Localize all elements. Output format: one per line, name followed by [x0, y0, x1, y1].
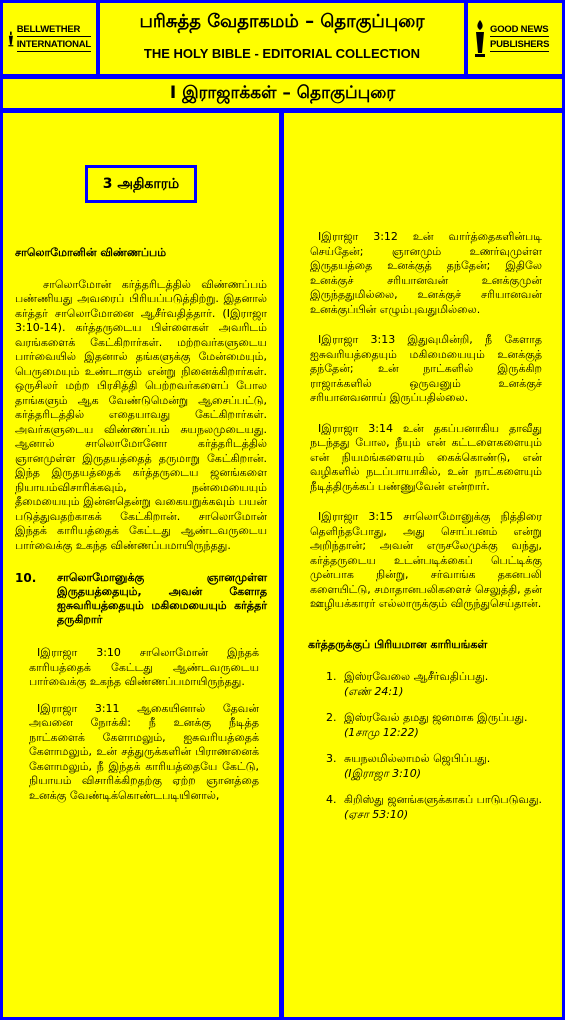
tamil-title: பரிசுத்த வேதாகமம் – தொகுப்புரை [139, 11, 425, 32]
verse: Iஇராஜா 3:15 சாலொமோனுக்கு நித்திரை தெளிந்தபோது, அது சொப்பனம் என்று அறிந்தான்; அவன் எருசலேமுக்கு வந்து, கர்த்தருடைய உடன்படிக்கைப் பெட்டிக்கு முன்பாக நின்று, சர்வாங்க தகனபலி களையிட்டு, சமாதானபலிகளைச் செலுத்தி, தன் ஊழியக்காரர் எல்லாருக்கும் விருந்துசெய்தான். [310, 510, 542, 610]
list-item: 1. இஸ்ரவேலை ஆசீர்வதிப்பது. (எண் 24:1) [340, 670, 542, 699]
section-heading: கர்த்தருக்குப் பிரியமான காரியங்கள் [308, 637, 488, 651]
point-number: 10. [15, 571, 37, 585]
right-logo-line2: PUBLISHERS [490, 38, 550, 50]
good-news-logo [468, 3, 562, 74]
right-logo-line1: GOOD NEWS [490, 23, 549, 35]
point-text: சாலொமோனுக்கு ஞானமுள்ள இருதயத்தையும், அவன் கேளாத ஐசுவரியத்தையும் மகிமையையும் கர்த்தர் தருகிறார் [57, 571, 267, 626]
left-column [3, 113, 279, 1017]
pleasing-things-list [296, 670, 542, 822]
list-item: 3. சுயநலமில்லாமல் ஜெபிப்பது. (Iஇராஜா 3:10) [340, 752, 542, 781]
english-title: THE HOLY BIBLE - EDITORIAL COLLECTION [143, 46, 421, 61]
verse: Iஇராஜா 3:12 உன் வார்த்தைகளின்படி செய்தேன்; ஞானமும் உணர்வுமுள்ள இருதயத்தை உனக்குத் தந்தேன்; இதிலே உனக்குச் சரியானவன் உனக்குமுன் இருந்ததுமில்லை, உனக்குச் சரியானவன் உனக்குப்பின் எழும்புவதுமில்லை. [310, 230, 542, 316]
left-logo-line1: BELLWETHER [17, 24, 91, 37]
lamp-icon [8, 19, 14, 59]
right-column [284, 113, 562, 1017]
book-title-bar [3, 79, 562, 108]
left-logo-line2: INTERNATIONAL [16, 38, 91, 50]
chapter-label: 3 அதிகாரம் [85, 165, 197, 203]
verse: Iஇராஜா 3:10 சாலொமோன் இந்தக் காரியத்தைக் கேட்டது ஆண்டவருடைய பார்வைக்கு உகந்த விண்ணப்பமாயிருந்தது. [29, 646, 259, 688]
commentary-paragraph: சாலொமோன் கர்த்தரிடத்தில் விண்ணப்பம் பண்ணியது அவரைப் பிரியப்படுத்திற்று. இதனால் கர்த்தர் சாலொமோனை ஆசீர்வதித்தார். (Iஇராஜா 3:10-14). கர்த்தருடைய பிள்ளைகள் அவரிடம் வரங்களைக் கேட்கிறார்கள். மற்றவர்களுடைய பார்வையில் இதனால் தங்களுக்கு மேன்மையும், பெருமையும் உண்டாகும் என்று நினைக்கிறார்கள். ஒருசிலர் மற்ற பிரசித்தி பெற்றவர்களைப் போல தாங்களும் ஆக வேண்டுமென்று ஆசைப்பட்டு, கர்த்தரிடத்தில் எதையாவது கேட்கிறார்கள். அவர்களுடைய விண்ணப்பம் சுயநலமுடையது. ஆனால் சாலொமோனோ கர்த்தரிடத்தில் ஞானமுள்ள இருதயத்தைத் தருமாறு கேட்கிறான். இந்த இருதயத்தைக் கர்த்தருடைய ஜனங்களை நியாயம்விசாரிக்கவும், நன்மையையும் தீமையையும் இன்னதென்று வகையறுக்கவும் பயன் படுத்துவதற்காகக் கேட்கிறான். சாலொமோன் இந்தக் காரியத்தைக் கேட்டது ஆண்டவருடைய பார்வைக்கு உகந்த விண்ணப்பமாயிருந்தது. [15, 277, 267, 552]
page-header [100, 3, 464, 74]
verse: Iஇராஜா 3:14 உன் தகப்பனாகிய தாவீது நடந்தது போல, நீயும் என் கட்டளைகளையும் என் நியமங்களையும் கைக்கொண்டு, என் வழிகளில் நடப்பாயாகில், உன் நாட்களையும் நீடித்திருக்கப் பண்ணுவேன் என்றார். [310, 421, 542, 493]
numbered-heading [15, 571, 267, 627]
book-title: I இராஜாக்கள் – தொகுப்புரை [169, 83, 396, 103]
section-heading: சாலொமோனின் விண்ணப்பம் [15, 246, 167, 259]
list-item: 4. கிறிஸ்து ஜனங்களுக்காகப் பாடுபடுவது. (ஏசா 53:10) [340, 793, 542, 822]
list-item: 2. இஸ்ரவேல் தமது ஜனமாக இருப்பது. (1சாமு 12:22) [340, 711, 542, 740]
verse: Iஇராஜா 3:11 ஆகையினால் தேவன் அவனை நோக்கி: நீ உனக்கு நீடித்த நாட்களைக் கேளாமலும், ஐசுவரியத்தைக் கேளாமலும், உன் சத்துருக்களின் பிராணனைக் கேளாமலும், நீ இந்தக் காரியத்தையே கேட்டு, நியாயம் விசாரிக்கிறதற்கு ஏற்ற ஞானத்தை உனக்கு வேண்டிக்கொண்டபடியினால், [29, 701, 259, 802]
verse: Iஇராஜா 3:13 இதுவுமின்றி, நீ கேளாத ஐசுவரியத்தையும் மகிமையையும் உனக்குத் தந்தேன்; உன் நாட்களில் இருக்கிற ராஜாக்களில் ஒருவனும் உனக்குச் சரியானவனாய் இருப்பதில்லை. [310, 333, 542, 404]
torch-icon [473, 19, 487, 59]
bellwether-logo [3, 3, 96, 74]
